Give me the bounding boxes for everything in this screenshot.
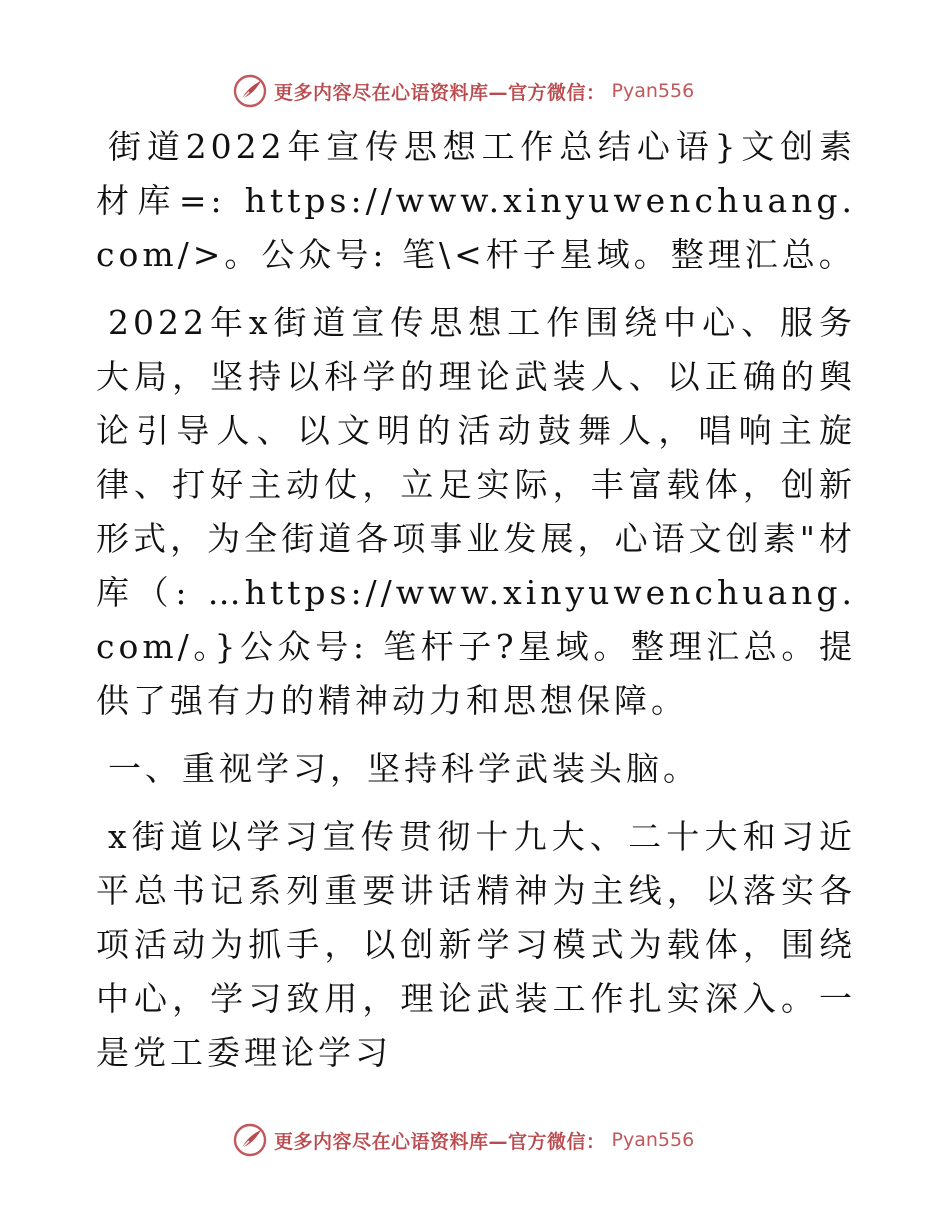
watermark-wechat-id: Pyan556 [611,1129,695,1151]
watermark-banner-bottom [232,1120,694,1160]
watermark-banner-top [232,71,694,111]
watermark-text: 更多内容尽在心语资料库—官方微信： [274,81,606,104]
section-heading: 一、重视学习，坚持科学武装头脑。 [108,749,700,788]
title-paragraph: 街道2022年宣传思想工作总结心语}文创素材库=: https://www.xinyuwenchuang.com/>。公众号: 笔\<杆子星域。整理汇总。 [96,127,856,274]
watermark-wechat-id: Pyan556 [611,80,695,102]
feather-pen-circle-icon [232,1122,268,1158]
intro-paragraph: 2022年x街道宣传思想工作围绕中心、服务大局，坚持以科学的理论武装人、以正确的舆论引导人、以文明的活动鼓舞人，唱响主旋律、打好主动仗，立足实际，丰富载体，创新形式，为全街道各项事业发展，心语文创素"材库（: …https://www.xinyuwenchuang.com/。}公众号: 笔杆子?星域。整理汇总。提供了强有力的精神动力和思想保障。 [96,303,856,720]
body-paragraph: x街道以学习宣传贯彻十九大、二十大和习近平总书记系列重要讲话精神为主线，以落实各项活动为抓手，以创新学习模式为载体，围绕中心，学习致用，理论武装工作扎实深入。一是党工委理论学习 [96,817,856,1072]
feather-pen-circle-icon [232,73,268,109]
watermark-text: 更多内容尽在心语资料库—官方微信： [274,1130,606,1153]
document-body [96,120,856,1080]
